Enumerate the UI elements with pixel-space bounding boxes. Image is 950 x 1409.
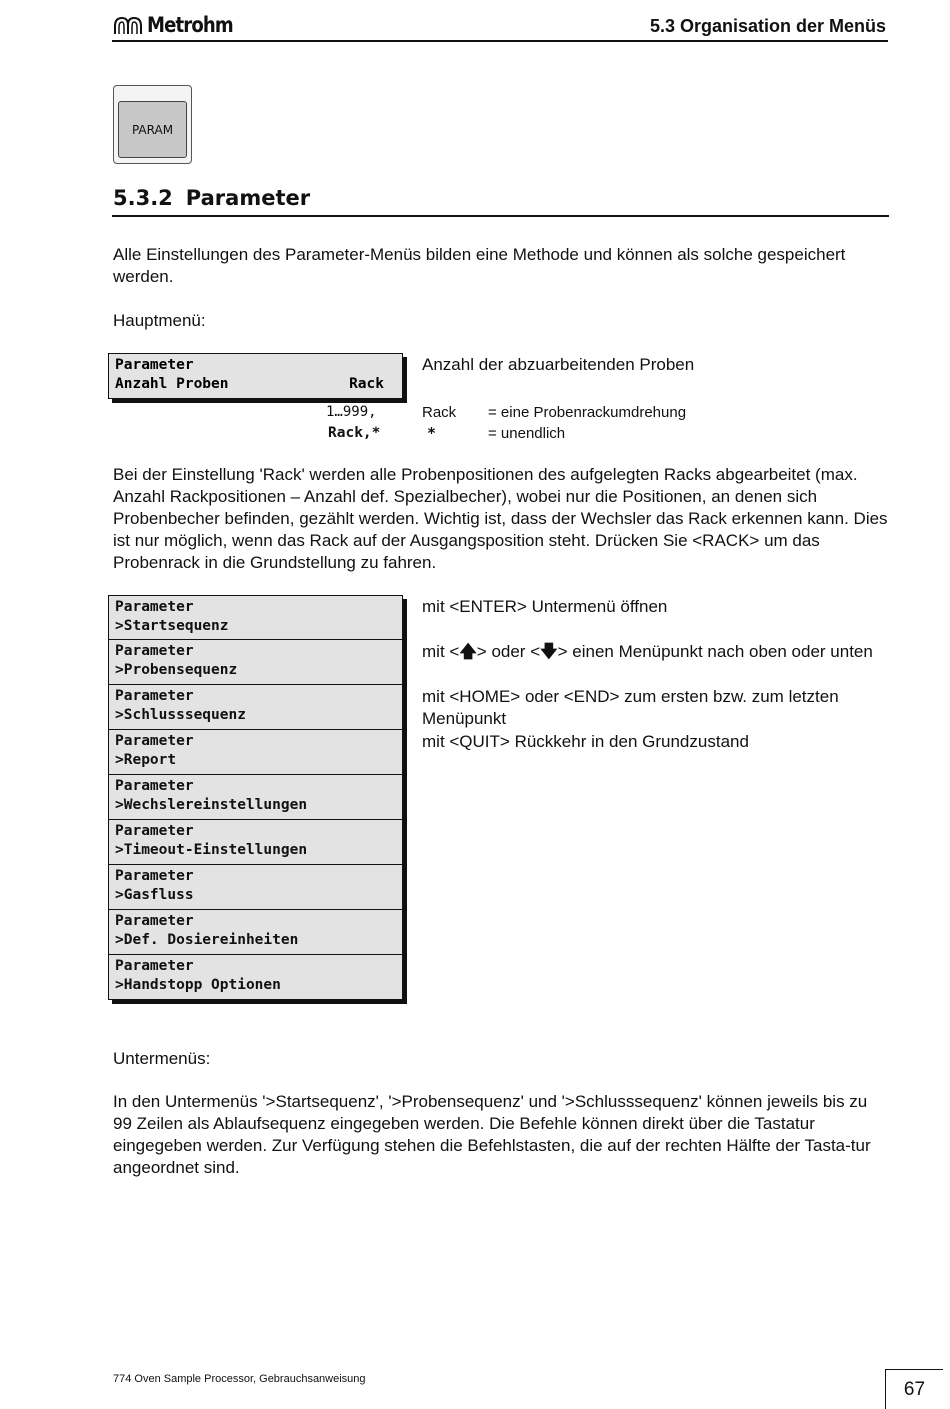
brand-name: Metrohm (147, 13, 233, 37)
menu-item-handstopp-optionen[interactable] (108, 955, 403, 1000)
section-number: 5.3.2 (113, 186, 173, 210)
header-divider (112, 40, 888, 42)
option-rack-label: Rack (422, 404, 457, 421)
menu-item-gasfluss[interactable] (108, 865, 403, 910)
nav-updown-text-c: > einen Menüpunkt nach oben oder unten (557, 642, 873, 661)
menu-item-timeout-einstellungen[interactable] (108, 820, 403, 865)
nav-home-end-hint: mit <HOME> oder <END> zum ersten bzw. zum letzten Menüpunkt (422, 687, 839, 728)
footer-manual-title: 774 Oven Sample Processor, Gebrauchsanweisung (113, 1373, 366, 1385)
menu-item-line1: Parameter (115, 823, 194, 839)
menu-item-line2: >Report (115, 752, 177, 768)
down-arrow-icon: 🡇 (540, 642, 558, 661)
menu-item-line1: Parameter (115, 643, 194, 659)
menu-item-line2: >Schlusssequenz (115, 707, 246, 723)
section-heading (113, 186, 310, 210)
menu-item-line2: >Timeout-Einstellungen (115, 842, 308, 858)
metrohm-logo-icon (113, 14, 143, 36)
menu-item-line2: >Probensequenz (115, 662, 238, 678)
display-param-value: Rack (349, 376, 384, 392)
menu-item-line1: Parameter (115, 958, 194, 974)
menu-item-line1: Parameter (115, 599, 194, 615)
display-param-name: Anzahl Proben (115, 376, 229, 392)
page-number: 67 (885, 1369, 943, 1409)
menu-item-schlusssequenz[interactable] (108, 685, 403, 730)
nav-quit-hint: mit <QUIT> Rückkehr in den Grundzustand (422, 732, 749, 751)
menu-item-line1: Parameter (115, 778, 194, 794)
menu-item-line2: >Startsequenz (115, 618, 229, 634)
nav-updown-hint (422, 641, 890, 663)
menu-item-line2: >Handstopp Optionen (115, 977, 281, 993)
main-menu-heading: Hauptmenü: (113, 311, 206, 330)
main-description: Anzahl der abzuarbeitenden Proben (422, 355, 695, 374)
menu-item-probensequenz[interactable] (108, 640, 403, 685)
parameter-menu-list (108, 595, 403, 1000)
option-star-label: * (427, 424, 437, 442)
menu-item-startsequenz[interactable] (108, 595, 403, 640)
menu-item-wechslereinstellungen[interactable] (108, 775, 403, 820)
option-star-desc: = unendlich (488, 425, 566, 442)
nav-enter-hint: mit <ENTER> Untermenü öffnen (422, 597, 668, 616)
submenu-paragraph: In den Untermenüs '>Startsequenz', '>Probensequenz' und '>Schlusssequenz' können jeweils bis zu 99 Zeilen als Ablaufsequenz eingegeben werden. Die Befehle können direkt über die Tastatur eingegeben werden. Zur Verfügung stehen die Befehlstasten, die auf der rechten Hälfte der Tasta-tur angeordnet sind. (113, 1092, 871, 1177)
menu-item-line2: >Def. Dosiereinheiten (115, 932, 299, 948)
display-line-2 (115, 375, 402, 394)
param-key-label: PARAM (118, 101, 187, 158)
brand-logo (113, 10, 247, 40)
menu-item-line1: Parameter (115, 733, 194, 749)
option-range-special: Rack,* (328, 425, 381, 441)
param-key-icon (113, 85, 192, 164)
main-display (108, 353, 403, 399)
menu-item-report[interactable] (108, 730, 403, 775)
submenu-heading: Untermenüs: (113, 1049, 211, 1068)
section-divider (112, 215, 889, 217)
menu-item-line1: Parameter (115, 688, 194, 704)
section-title: Parameter (185, 186, 311, 210)
running-header-title: 5.3 Organisation der Menüs (649, 16, 886, 36)
nav-updown-text-b: > oder < (476, 642, 541, 661)
display-line-1: Parameter (115, 357, 194, 373)
option-rack-desc: = eine Probenrackumdrehung (488, 404, 687, 421)
menu-item-line2: >Gasfluss (115, 887, 194, 903)
menu-item-def-dosiereinheiten[interactable] (108, 910, 403, 955)
option-range: 1…999, (326, 404, 377, 420)
rack-paragraph: Bei der Einstellung 'Rack' werden alle Probenpositionen des aufgelegten Racks abgearbeitet (max. Anzahl Rackpositionen – Anzahl def. Spezialbecher), wobei nur die Positionen, an denen sich Probenbecher befinden, gezählt werden. Wichtig ist, dass der Wechsler das Rack erkennen kann. Dies ist nur möglich, wenn das Rack auf der Ausgangsposition steht. Drücken Sie <RACK> um das Probenrack in die Grundstellung zu fahren. (113, 465, 888, 572)
up-arrow-icon: 🡅 (459, 642, 477, 661)
menu-item-line1: Parameter (115, 868, 194, 884)
menu-item-line2: >Wechslereinstellungen (115, 797, 308, 813)
menu-item-line1: Parameter (115, 913, 194, 929)
intro-paragraph: Alle Einstellungen des Parameter-Menüs bilden eine Methode und können als solche gespeichert werden. (113, 245, 846, 286)
nav-updown-text-a: mit < (422, 642, 460, 661)
